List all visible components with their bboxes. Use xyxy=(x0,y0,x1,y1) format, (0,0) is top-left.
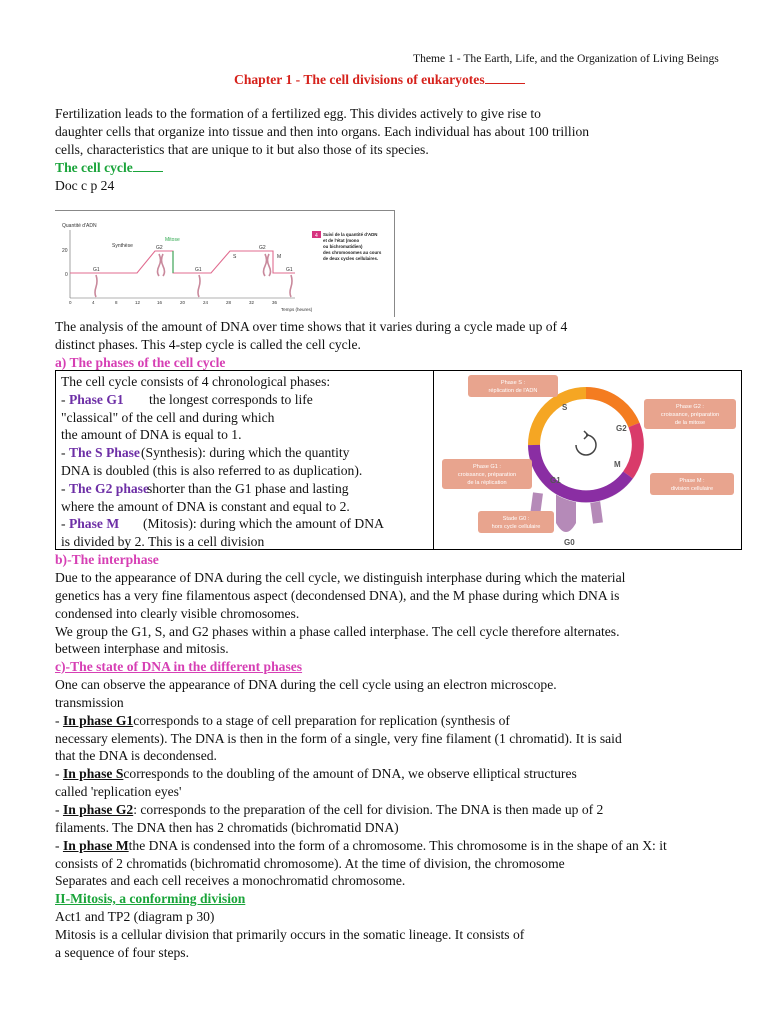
cell-cycle-heading: The cell cycle xyxy=(55,159,163,177)
svg-text:G1: G1 xyxy=(195,267,202,273)
svg-text:de deux cycles cellulaires.: de deux cycles cellulaires. xyxy=(323,256,379,261)
svg-text:des chromosomes au cours: des chromosomes au cours xyxy=(323,250,382,255)
intro-line-3: cells, characteristics that are unique to it but also those of its species. xyxy=(55,142,429,157)
dna-quantity-figure xyxy=(55,210,395,317)
y-tick-0: 0 xyxy=(65,272,68,278)
svg-text:G1: G1 xyxy=(286,267,293,273)
intro-line-2: daughter cells that organize into tissue and then into organs. Each individual has about 100 trillion xyxy=(55,124,590,139)
mitosis-act: Act1 and TP2 (diagram p 30) xyxy=(55,909,215,924)
analysis-line-1: The analysis of the amount of DNA over time shows that it varies during a cycle made up of 4 xyxy=(55,319,568,334)
svg-text:32: 32 xyxy=(249,300,255,305)
svg-text:M: M xyxy=(614,460,621,469)
g1-paragraph: - In phase G1corresponds to a stage of cell preparation for replication (synthesis of xyxy=(55,713,510,728)
svg-text:croissance, préparation: croissance, préparation xyxy=(457,472,517,478)
svg-text:Mitose: Mitose xyxy=(165,237,180,243)
svg-text:G2: G2 xyxy=(259,245,266,251)
svg-text:28: 28 xyxy=(226,300,232,305)
g2-line-2: filaments. The DNA then has 2 chromatids (bichromatid DNA) xyxy=(55,820,399,835)
mitosis-heading: II-Mitosis, a conforming division xyxy=(55,891,246,906)
svg-text:36: 36 xyxy=(272,300,278,305)
svg-text:8: 8 xyxy=(115,300,118,305)
mitosis-line-2: a sequence of four steps. xyxy=(55,945,189,960)
g1-line-3: that the DNA is decondensed. xyxy=(55,748,217,763)
svg-text:croissance, préparation: croissance, préparation xyxy=(660,412,720,418)
dna-curve xyxy=(70,251,295,273)
svg-text:G1: G1 xyxy=(93,267,100,273)
svg-text:Phase G1 :: Phase G1 : xyxy=(473,464,501,470)
svg-text:réplication de l'ADN: réplication de l'ADN xyxy=(488,388,538,394)
y-axis-title: Quantité d'ADN xyxy=(62,223,97,229)
header-theme: Theme 1 - The Earth, Life, and the Organization of Living Beings xyxy=(413,52,719,65)
interphase-line-2: genetics has a very fine filamentous aspect (decondensed DNA), and the M phase during which DNA is xyxy=(55,588,620,603)
svg-text:Phase M :: Phase M : xyxy=(679,478,705,484)
x-axis-title: Temps (heures) xyxy=(281,307,313,312)
svg-text:4: 4 xyxy=(315,233,318,239)
svg-text:M: M xyxy=(277,254,282,260)
svg-text:S: S xyxy=(233,254,237,260)
interphase-line-3: condensed into clearly visible chromosomes. xyxy=(55,606,300,621)
chromosome-glyphs xyxy=(95,254,292,297)
svg-text:de la mitose: de la mitose xyxy=(674,420,706,426)
svg-text:G0: G0 xyxy=(564,538,575,547)
svg-text:Suivi de la quantité d'ADN: Suivi de la quantité d'ADN xyxy=(323,232,378,237)
svg-text:4: 4 xyxy=(92,300,95,305)
svg-text:hors cycle cellulaire: hors cycle cellulaire xyxy=(491,524,541,530)
svg-text:Phase S :: Phase S : xyxy=(500,380,526,386)
svg-text:0: 0 xyxy=(69,300,72,305)
svg-text:16: 16 xyxy=(157,300,163,305)
ring-g2 xyxy=(586,393,634,425)
m-paragraph: - In phase Mthe DNA is condensed into the form of a chromosome. This chromosome is in the shape of an X: it xyxy=(55,838,667,853)
svg-text:ou bichromatidien): ou bichromatidien) xyxy=(323,244,363,249)
s-paragraph: - In phase Scorresponds to the doubling of the amount of DNA, we observe elliptical structures xyxy=(55,766,577,781)
ring-s xyxy=(534,393,586,445)
phases-heading: a) The phases of the cell cycle xyxy=(55,355,226,370)
g1-line-2: necessary elements). The DNA is then in the form of a single, very fine filament (1 chromatid). It is said xyxy=(55,731,622,746)
svg-text:G2: G2 xyxy=(616,424,627,433)
m-line-2: consists of 2 chromatids (bichromatid chromosome). At the time of division, the chromosome xyxy=(55,856,565,871)
dna-state-heading: c)-The state of DNA in the different phases xyxy=(55,659,303,674)
m-line-3: Separates and each cell receives a monochromatid chromosome. xyxy=(55,873,406,888)
interphase-line-4: We group the G1, S, and G2 phases within a phase called interphase. The cell cycle therefore alternates. xyxy=(55,624,620,639)
interphase-line-5: between interphase and mitosis. xyxy=(55,641,229,656)
intro-line-1: Fertilization leads to the formation of a fertilized egg. This divides actively to give rise to xyxy=(55,106,541,121)
svg-text:G2: G2 xyxy=(156,245,163,251)
svg-text:et de l'état (mono: et de l'état (mono xyxy=(323,238,360,243)
svg-text:G1: G1 xyxy=(550,476,561,485)
interphase-line-1: Due to the appearance of DNA during the cell cycle, we distinguish interphase during which the material xyxy=(55,570,626,585)
svg-text:S: S xyxy=(562,403,568,412)
svg-text:24: 24 xyxy=(203,300,209,305)
svg-text:Stade G0 :: Stade G0 : xyxy=(502,516,530,522)
interphase-heading: b)-The interphase xyxy=(55,552,159,567)
ring-m xyxy=(628,425,638,475)
y-tick-20: 20 xyxy=(62,248,68,254)
svg-text:de la réplication: de la réplication xyxy=(467,480,507,486)
svg-text:20: 20 xyxy=(180,300,186,305)
svg-text:Synthèse: Synthèse xyxy=(112,243,133,249)
phases-text-cell: The cell cycle consists of 4 chronological phases: - Phase G1 the longest corresponds to life "classical" of the cell and during which the amount of DNA is equal to 1. - The S Phase (Synthesis): during which the quantity DNA is doubled (this is also referred to as duplication). - The G2 phase shorter than the G1 phase and lasting where the amount of DNA is constant and equal to 2. - Phase M (Mitosis): during which the amount of DNA is divided by 2. This is a cell division xyxy=(61,374,384,550)
s-line-2: called 'replication eyes' xyxy=(55,784,182,799)
doc-ref: Doc c p 24 xyxy=(55,178,115,193)
phases-table xyxy=(55,370,742,550)
svg-text:12: 12 xyxy=(135,300,141,305)
analysis-line-2: distinct phases. This 4-step cycle is called the cell cycle. xyxy=(55,337,361,352)
svg-text:Phase G2 :: Phase G2 : xyxy=(676,404,704,410)
g2-paragraph: - In phase G2: corresponds to the preparation of the cell for division. The DNA is then made up of 2 xyxy=(55,802,604,817)
svg-text:division cellulaire: division cellulaire xyxy=(670,486,714,492)
dna-state-line-2: transmission xyxy=(55,695,124,710)
mitosis-line-1: Mitosis is a cellular division that primarily occurs in the somatic lineage. It consists of xyxy=(55,927,525,942)
cell-cycle-diagram xyxy=(438,373,738,547)
chapter-title: Chapter 1 - The cell divisions of eukaryotes xyxy=(234,72,525,88)
dna-state-line-1: One can observe the appearance of DNA during the cell cycle using an electron microscope. xyxy=(55,677,557,692)
